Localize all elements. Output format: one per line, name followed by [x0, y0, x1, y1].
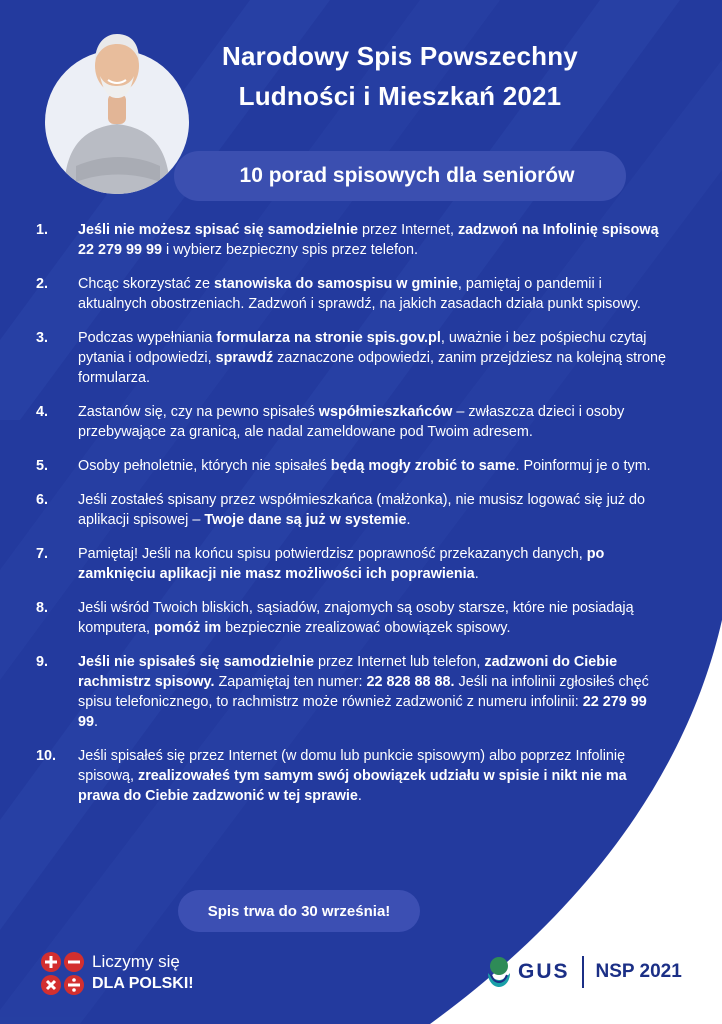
tip-text-run: .: [474, 566, 479, 582]
tip-number: 2.: [36, 276, 49, 292]
subtitle-text: 10 porad spisowych dla seniorów: [239, 164, 575, 187]
tip-item: [36, 328, 668, 388]
gus-nsp-logo: [484, 950, 700, 994]
tip-number: 4.: [36, 404, 49, 420]
tip-text-run: – zwłaszcza dzieci i osoby przebywające za granicą, ale nadal zameldowane pod Twoim adresem.: [78, 404, 625, 440]
tip-text: [78, 654, 649, 730]
tip-text: [78, 546, 604, 582]
tip-text-run: , uważnie i bez pośpiechu czytaj pytania i odpowiedzi,: [78, 330, 647, 366]
tip-text-run: .: [406, 512, 411, 528]
brand-divider: [582, 956, 584, 988]
tip-text-run: Podczas wypełniania: [78, 330, 217, 346]
tip-number: 7.: [36, 546, 49, 562]
tip-text-run: zaznaczone odpowiedzi, zanim przejdziesz na kolejną stronę formularza.: [78, 350, 666, 386]
tip-item: [36, 220, 668, 260]
gus-logo-icon: [484, 955, 514, 989]
tip-number: 8.: [36, 600, 49, 616]
tip-text-run: Jeśli spisałeś się przez Internet (w domu lub punkcie spisowym) albo poprzez Infolinię spisową,: [78, 748, 626, 784]
tip-text: [78, 748, 627, 804]
tip-text: [78, 404, 624, 440]
tip-text-bold: stanowiska do samospisu w gminie: [213, 276, 458, 292]
nsp-wordmark: NSP 2021: [595, 961, 682, 982]
tip-text: [78, 222, 659, 258]
gus-wordmark: GUS: [518, 960, 570, 983]
tip-text-run: . Poinformuj je o tym.: [515, 458, 651, 474]
tip-item: [36, 652, 668, 732]
tip-text-bold: Jeśli nie spisałeś się samodzielnie: [78, 654, 314, 670]
tip-text-bold: 22 828 88 88.: [366, 674, 455, 690]
campaign-line-1: Liczymy się: [92, 952, 180, 971]
tip-number: 10.: [36, 748, 57, 764]
tip-number: 1.: [36, 222, 49, 238]
tip-item: [36, 544, 668, 584]
tip-text-run: Jeśli wśród Twoich bliskich, sąsiadów, znajomych są osoby starsze, które nie posiadają komputera,: [78, 600, 634, 636]
tip-text-bold: formularza na stronie spis.gov.pl: [216, 330, 441, 346]
tip-text-run: bezpiecznie zrealizować obowiązek spisowy.: [221, 620, 511, 636]
tip-item: [36, 490, 668, 530]
tips-list: [36, 220, 668, 820]
tip-number: 9.: [36, 654, 49, 670]
tip-text-bold: zrealizowałeś tym samym swój obowiązek udziału w spisie i nikt nie ma prawa do Ciebie zadzwonić w tej sprawie: [78, 768, 627, 804]
tip-text-run: , pamiętaj o pandemii i aktualnych obostrzeniach. Zadzwoń i sprawdź, na jakich zasadach działa punkt spisowy.: [78, 276, 641, 312]
tip-number: 3.: [36, 330, 49, 346]
tip-item: [36, 746, 668, 806]
title-line-1: Narodowy Spis Powszechny: [222, 41, 578, 71]
page-title: [178, 36, 622, 116]
tip-text-run: .: [357, 788, 362, 804]
tip-item: [36, 402, 668, 442]
tip-text: [78, 276, 641, 312]
title-line-2: Ludności i Mieszkań 2021: [238, 81, 562, 111]
tip-item: [36, 274, 668, 314]
tip-text: [78, 458, 651, 474]
math-symbols-icon: [40, 950, 86, 996]
tip-item: [36, 456, 668, 476]
tip-text-bold: zadzwoni do Ciebie rachmistrz spisowy.: [78, 654, 618, 690]
tip-text-bold: pomóż im: [154, 620, 222, 636]
tip-text-run: Zapamiętaj ten numer:: [214, 674, 367, 690]
tip-number: 6.: [36, 492, 49, 508]
tip-item: [36, 598, 668, 638]
campaign-line-2: DLA POLSKI!: [92, 975, 194, 992]
tip-text-bold: będą mogły zrobić to same: [330, 458, 516, 474]
tip-text: [78, 600, 634, 636]
senior-portrait: [44, 16, 190, 202]
tip-text-bold: po zamknięciu aplikacji nie masz możliwości ich poprawienia: [78, 546, 605, 582]
tip-text-run: Chcąc skorzystać ze: [78, 276, 214, 292]
tip-text-run: Jeśli zostałeś spisany przez współmieszkańca (małżonka), nie musisz logować się już do aplikacji spisowej –: [78, 492, 646, 528]
tip-text-run: .: [94, 714, 99, 730]
campaign-slogan: [40, 948, 260, 998]
tip-text: [78, 330, 666, 386]
tip-text-run: Zastanów się, czy na pewno spisałeś: [78, 404, 319, 420]
tip-text-run: przez Internet,: [357, 222, 458, 238]
tip-text-bold: sprawdź: [215, 350, 274, 366]
tip-text-bold: zadzwoń na Infolinię spisową 22 279 99 99: [78, 222, 659, 258]
tip-text-bold: Jeśli nie możesz spisać się samodzielnie: [78, 222, 358, 238]
tip-text-run: przez Internet lub telefon,: [313, 654, 485, 670]
tip-text-run: i wybierz bezpieczny spis przez telefon.: [162, 242, 418, 258]
subtitle-banner: [174, 151, 626, 201]
tip-text-bold: współmieszkańców: [318, 404, 453, 420]
tip-text: [78, 492, 645, 528]
tip-text-bold: 22 279 99 99: [78, 694, 647, 730]
tip-text-run: Osoby pełnoletnie, których nie spisałeś: [78, 458, 331, 474]
tip-text-bold: Twoje dane są już w systemie: [204, 512, 407, 528]
tip-number: 5.: [36, 458, 49, 474]
deadline-banner: Spis trwa do 30 września!: [178, 890, 420, 932]
tip-text-run: Jeśli na infolinii zgłosiłeś chęć spisu telefonicznego, to rachmistrz może również zadzwonić z numeru infolinii:: [78, 674, 649, 710]
tip-text-run: Pamiętaj! Jeśli na końcu spisu potwierdzisz poprawność przekazanych danych,: [78, 546, 587, 562]
